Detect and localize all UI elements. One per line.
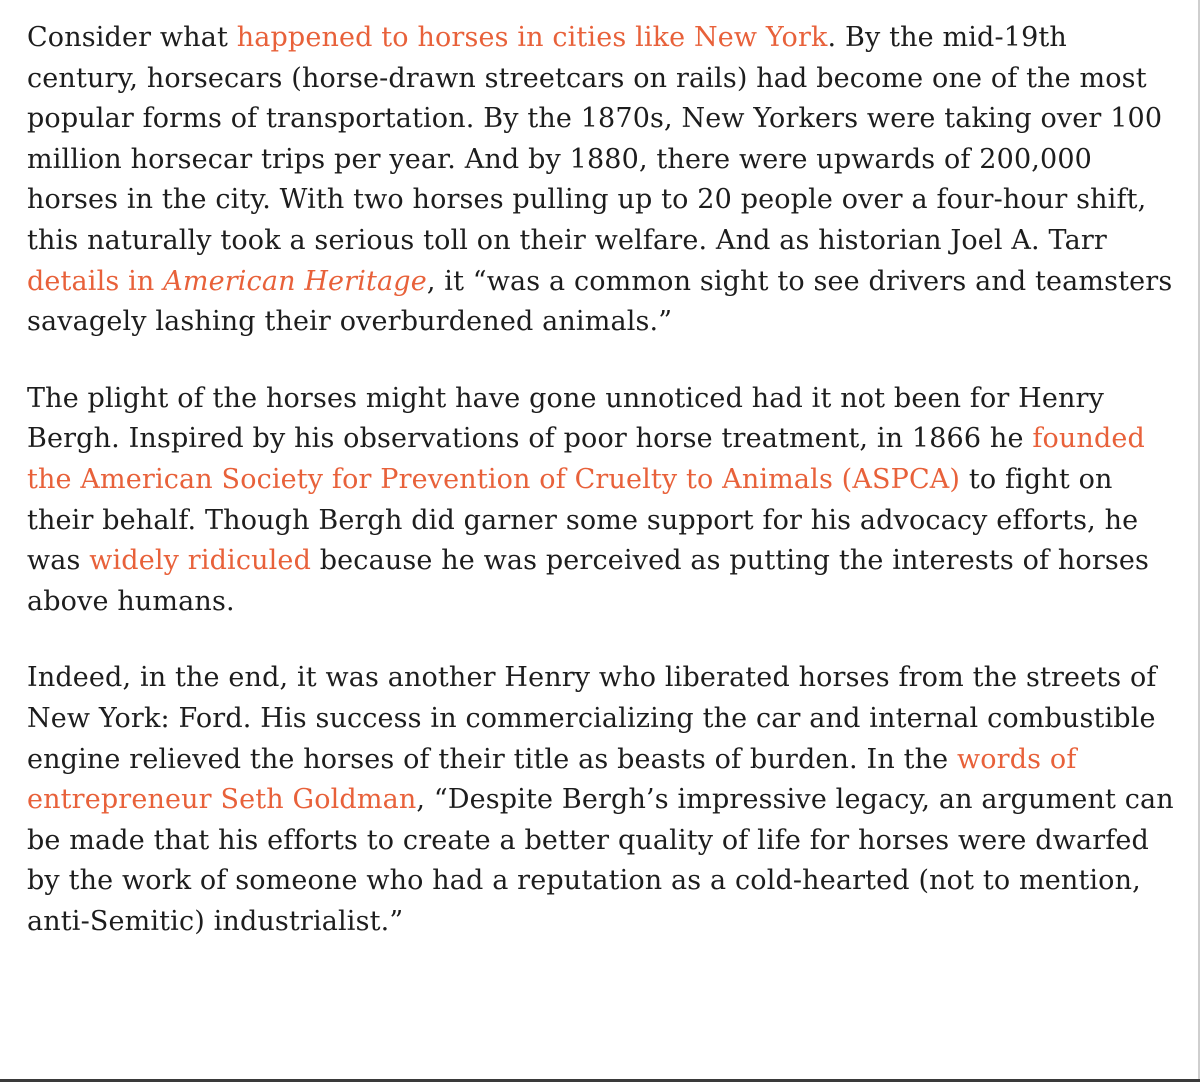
paragraph-henry-ford <box>27 658 1177 942</box>
paragraph-text: because he was perceived as putting the interests of horses above humans. <box>27 545 1150 617</box>
paragraph-text: The plight of the horses might have gone unnoticed had it not been for Henry Bergh. Inspired by his observations of poor horse treatment, in 1866 he <box>27 382 1105 455</box>
paragraph-text: to fight on their behalf. Though Bergh did garner some support for his advocacy efforts, he was <box>27 463 1139 577</box>
article-body <box>27 18 1177 942</box>
paragraph-text: , “Despite Bergh’s impressive legacy, an argument can be made that his efforts to create a better quality of life for horses were dwarfed by the work of someone who had a reputation as a cold-hearted (not to mention, anti-Semitic) industrialist.” <box>27 784 1174 937</box>
publication-title: American Heritage <box>163 265 427 297</box>
link-aspca[interactable]: founded the American Society for Prevention of Cruelty to Animals (ASPCA) <box>27 423 1145 495</box>
link-seth-goldman[interactable]: words of entrepreneur Seth Goldman <box>27 743 1077 816</box>
paragraph-henry-bergh <box>27 379 1177 623</box>
link-american-heritage[interactable] <box>27 266 427 297</box>
paragraph-text: Indeed, in the end, it was another Henry who liberated horses from the streets of New York: Ford. His success in commercializing the car and internal combustible engine relieved the horses of their title as beasts of burden. In the <box>27 662 1157 775</box>
paragraph-text: Consider what <box>27 22 237 53</box>
link-widely-ridiculed[interactable]: widely ridiculed <box>89 545 311 577</box>
paragraph-horsecars <box>27 18 1177 343</box>
paragraph-text: . By the mid-19th century, horsecars (horse-drawn streetcars on rails) had become one of the most popular forms of transportation. By the 1870s, New Yorkers were taking over 100 million horsecar trips per year. And by 1880, there were upwards of 200,000 horses in the city. With two horses pulling up to 20 people over a four-hour shift, this naturally took a serious toll on their welfare. And as historian Joel A. Tarr <box>27 22 1163 256</box>
link-text: details in <box>27 265 164 297</box>
link-horses-new-york[interactable]: happened to horses in cities like New York <box>236 22 828 53</box>
paragraph-text: , it “was a common sight to see drivers and teamsters savagely lashing their overburdened animals.” <box>27 265 1173 338</box>
